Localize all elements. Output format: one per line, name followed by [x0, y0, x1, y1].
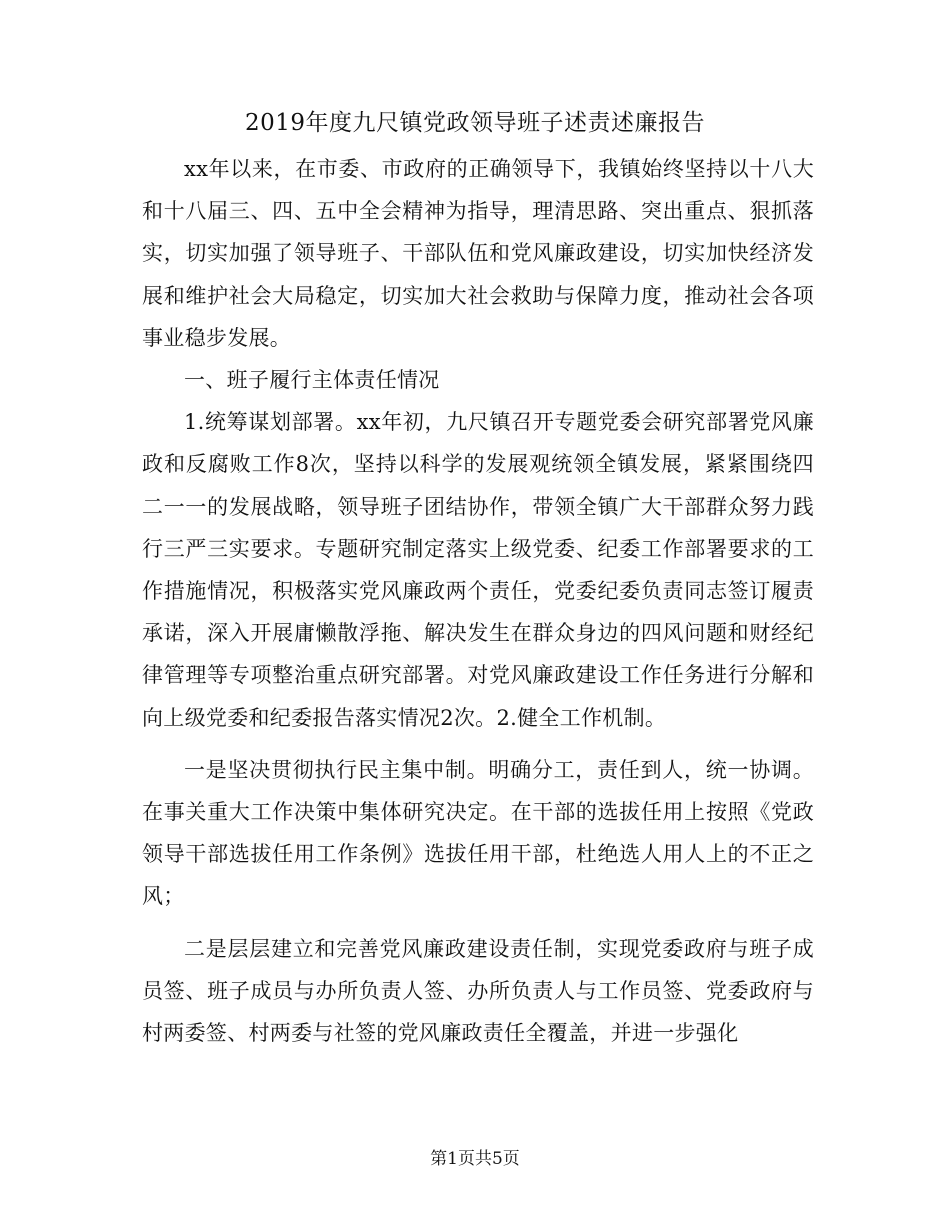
document-body — [142, 148, 814, 1054]
page-number-footer: 第1页共5页 — [430, 1149, 520, 1169]
paragraph-point-two: 二是层层建立和完善党风廉政建设责任制，实现党委政府与班子成员签、班子成员与办所负责人签、办所负责人与工作员签、党委政府与村两委签、村两委与社签的党风廉政责任全覆盖，并进一步强化 — [142, 936, 814, 1046]
paragraph-planning: 1.统筹谋划部署。xx年初，九尺镇召开专题党委会研究部署党风廉政和反腐败工作8次，坚持以科学的发展观统领全镇发展，紧紧围绕四二一一的发展战略，领导班子团结协作，带领全镇广大干部群众努力践行三严三实要求。专题研究制定落实上级党委、纪委工作部署要求的工作措施情况，积极落实党风廉政两个责任，党委纪委负责同志签订履责承诺，深入开展庸懒散浮拖、解决发生在群众身边的四风问题和财经纪律管理等专项整治重点研究部署。对党风廉政建设工作任务进行分解和向上级党委和纪委报告落实情况2次。2.健全工作机制。 — [142, 410, 814, 730]
paragraph-point-one: 一是坚决贯彻执行民主集中制。明确分工，责任到人，统一协调。在事关重大工作决策中集体研究决定。在干部的选拔任用上按照《党政领导干部选拔任用工作条例》选拔任用干部，杜绝选人用人上的不正之风； — [142, 757, 814, 909]
paragraph-intro: xx年以来，在市委、市政府的正确领导下，我镇始终坚持以十八大和十八届三、四、五中全会精神为指导，理清思路、突出重点、狠抓落实，切实加强了领导班子、干部队伍和党风廉政建设，切实加快经济发展和维护社会大局稳定，切实加大社会救助与保障力度，推动社会各项事业稳步发展。 — [142, 157, 814, 350]
document-title: 2019年度九尺镇党政领导班子述责述廉报告 — [244, 110, 706, 136]
section-heading: 一、班子履行主体责任情况 — [184, 368, 440, 393]
